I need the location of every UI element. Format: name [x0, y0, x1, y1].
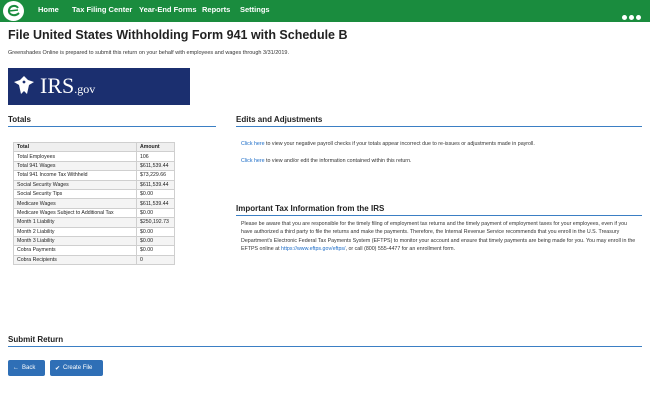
- submit-heading: Submit Return: [8, 335, 64, 344]
- edits-heading: Edits and Adjustments: [236, 115, 323, 124]
- table-row: [14, 208, 175, 217]
- negative-checks-link[interactable]: Click here: [241, 141, 265, 147]
- table-row: [14, 180, 175, 189]
- irs-info-paragraph: [241, 220, 639, 253]
- irs-info-heading: Important Tax Information from the IRS: [236, 204, 385, 213]
- table-row: [14, 161, 175, 170]
- amount-cell: $0.00: [137, 236, 175, 245]
- irs-info-text-start: Please be aware that you are responsible for the timely filing of employment tax returns and the timely payment of employment taxes for your employees, even if you have authorized a third party to file the returns and make the payments. Therefore, the Internal Revenue Service recommends that you enroll in the U.S. Treasury Department's Electronic Federal Tax Payments System (EFTPS) to monitor your account and ensure that timely payments are being made for you. You may enroll in the EFTPS online at: [241, 221, 636, 252]
- amount-cell: $611,539.44: [137, 180, 175, 189]
- edit-return-link[interactable]: Click here: [241, 158, 265, 164]
- irs-logo-suffix: .gov: [74, 82, 96, 96]
- nav-item-year-end-forms[interactable]: Year-End Forms: [139, 5, 197, 14]
- total-label-cell: Cobra Recipients: [14, 255, 137, 264]
- irs-eagle-icon: [12, 74, 36, 98]
- amount-cell: $0.00: [137, 227, 175, 236]
- total-label-cell: Month 2 Liability: [14, 227, 137, 236]
- irs-info-divider: [236, 215, 642, 216]
- column-header-amount: Amount: [137, 143, 175, 152]
- back-button-label: Back: [22, 365, 36, 371]
- table-row: [14, 255, 175, 264]
- irs-info-text-end: , or call (800) 555-4477 for an enrollment form.: [345, 245, 456, 252]
- table-row: [14, 199, 175, 208]
- table-row: [14, 218, 175, 227]
- total-label-cell: Medicare Wages Subject to Additional Tax: [14, 208, 137, 217]
- amount-cell: 106: [137, 152, 175, 161]
- back-button[interactable]: [8, 360, 45, 376]
- nav-item-reports[interactable]: Reports: [202, 5, 231, 14]
- table-row: [14, 236, 175, 245]
- total-label-cell: Total Employees: [14, 152, 137, 161]
- table-row: [14, 152, 175, 161]
- total-label-cell: Total 941 Wages: [14, 161, 137, 170]
- table-row: [14, 246, 175, 255]
- total-label-cell: Medicare Wages: [14, 199, 137, 208]
- page-title: File United States Withholding Form 941 with Schedule B: [8, 28, 348, 42]
- amount-cell: $0.00: [137, 189, 175, 198]
- irs-banner[interactable]: [8, 68, 190, 105]
- more-dots-icon[interactable]: [622, 7, 644, 15]
- irs-logo-main: IRS: [40, 73, 75, 98]
- amount-cell: $250,192.73: [137, 218, 175, 227]
- table-row: [14, 227, 175, 236]
- table-row: [14, 171, 175, 180]
- create-file-button[interactable]: [50, 360, 103, 376]
- edits-divider: [236, 126, 642, 127]
- amount-cell: $73,229.66: [137, 171, 175, 180]
- total-label-cell: Social Security Tips: [14, 189, 137, 198]
- totals-header-row: [14, 143, 175, 152]
- totals-heading: Totals: [8, 115, 31, 124]
- amount-cell: $0.00: [137, 246, 175, 255]
- edit-return-text: to view and/or edit the information contained within this return.: [264, 158, 412, 164]
- amount-cell: $0.00: [137, 208, 175, 217]
- totals-table: [13, 142, 175, 265]
- intro-text: Greenshades Online is prepared to submit this return on your behalf with employees and wages through 3/31/2019.: [8, 50, 289, 56]
- total-label-cell: Cobra Payments: [14, 246, 137, 255]
- check-icon: ✔: [55, 365, 61, 372]
- amount-cell: 0: [137, 255, 175, 264]
- arrow-left-icon: ←: [13, 365, 19, 371]
- nav-item-home[interactable]: Home: [38, 5, 59, 14]
- total-label-cell: Total 941 Income Tax Withheld: [14, 171, 137, 180]
- negative-checks-text: to view your negative payroll checks if your totals appear incorrect due to re-issues or adjustments made in payroll.: [264, 141, 535, 147]
- column-header-total: Total: [14, 143, 137, 152]
- create-file-button-label: Create File: [63, 365, 93, 371]
- edit-return-line: [241, 158, 411, 164]
- greenshades-logo-icon[interactable]: [3, 1, 24, 21]
- nav-item-tax-filing-center[interactable]: Tax Filing Center: [72, 5, 133, 14]
- eftps-link[interactable]: https://www.eftps.gov/eftps/: [281, 245, 346, 252]
- total-label-cell: Social Security Wages: [14, 180, 137, 189]
- total-label-cell: Month 1 Liability: [14, 218, 137, 227]
- amount-cell: $611,539.44: [137, 199, 175, 208]
- submit-divider: [8, 346, 642, 347]
- irs-logo-text: [40, 73, 95, 99]
- totals-divider: [8, 126, 216, 127]
- amount-cell: $611,539.44: [137, 161, 175, 170]
- negative-checks-line: [241, 141, 535, 147]
- nav-item-settings[interactable]: Settings: [240, 5, 270, 14]
- top-nav-bar: [0, 0, 650, 22]
- table-row: [14, 189, 175, 198]
- total-label-cell: Month 3 Liability: [14, 236, 137, 245]
